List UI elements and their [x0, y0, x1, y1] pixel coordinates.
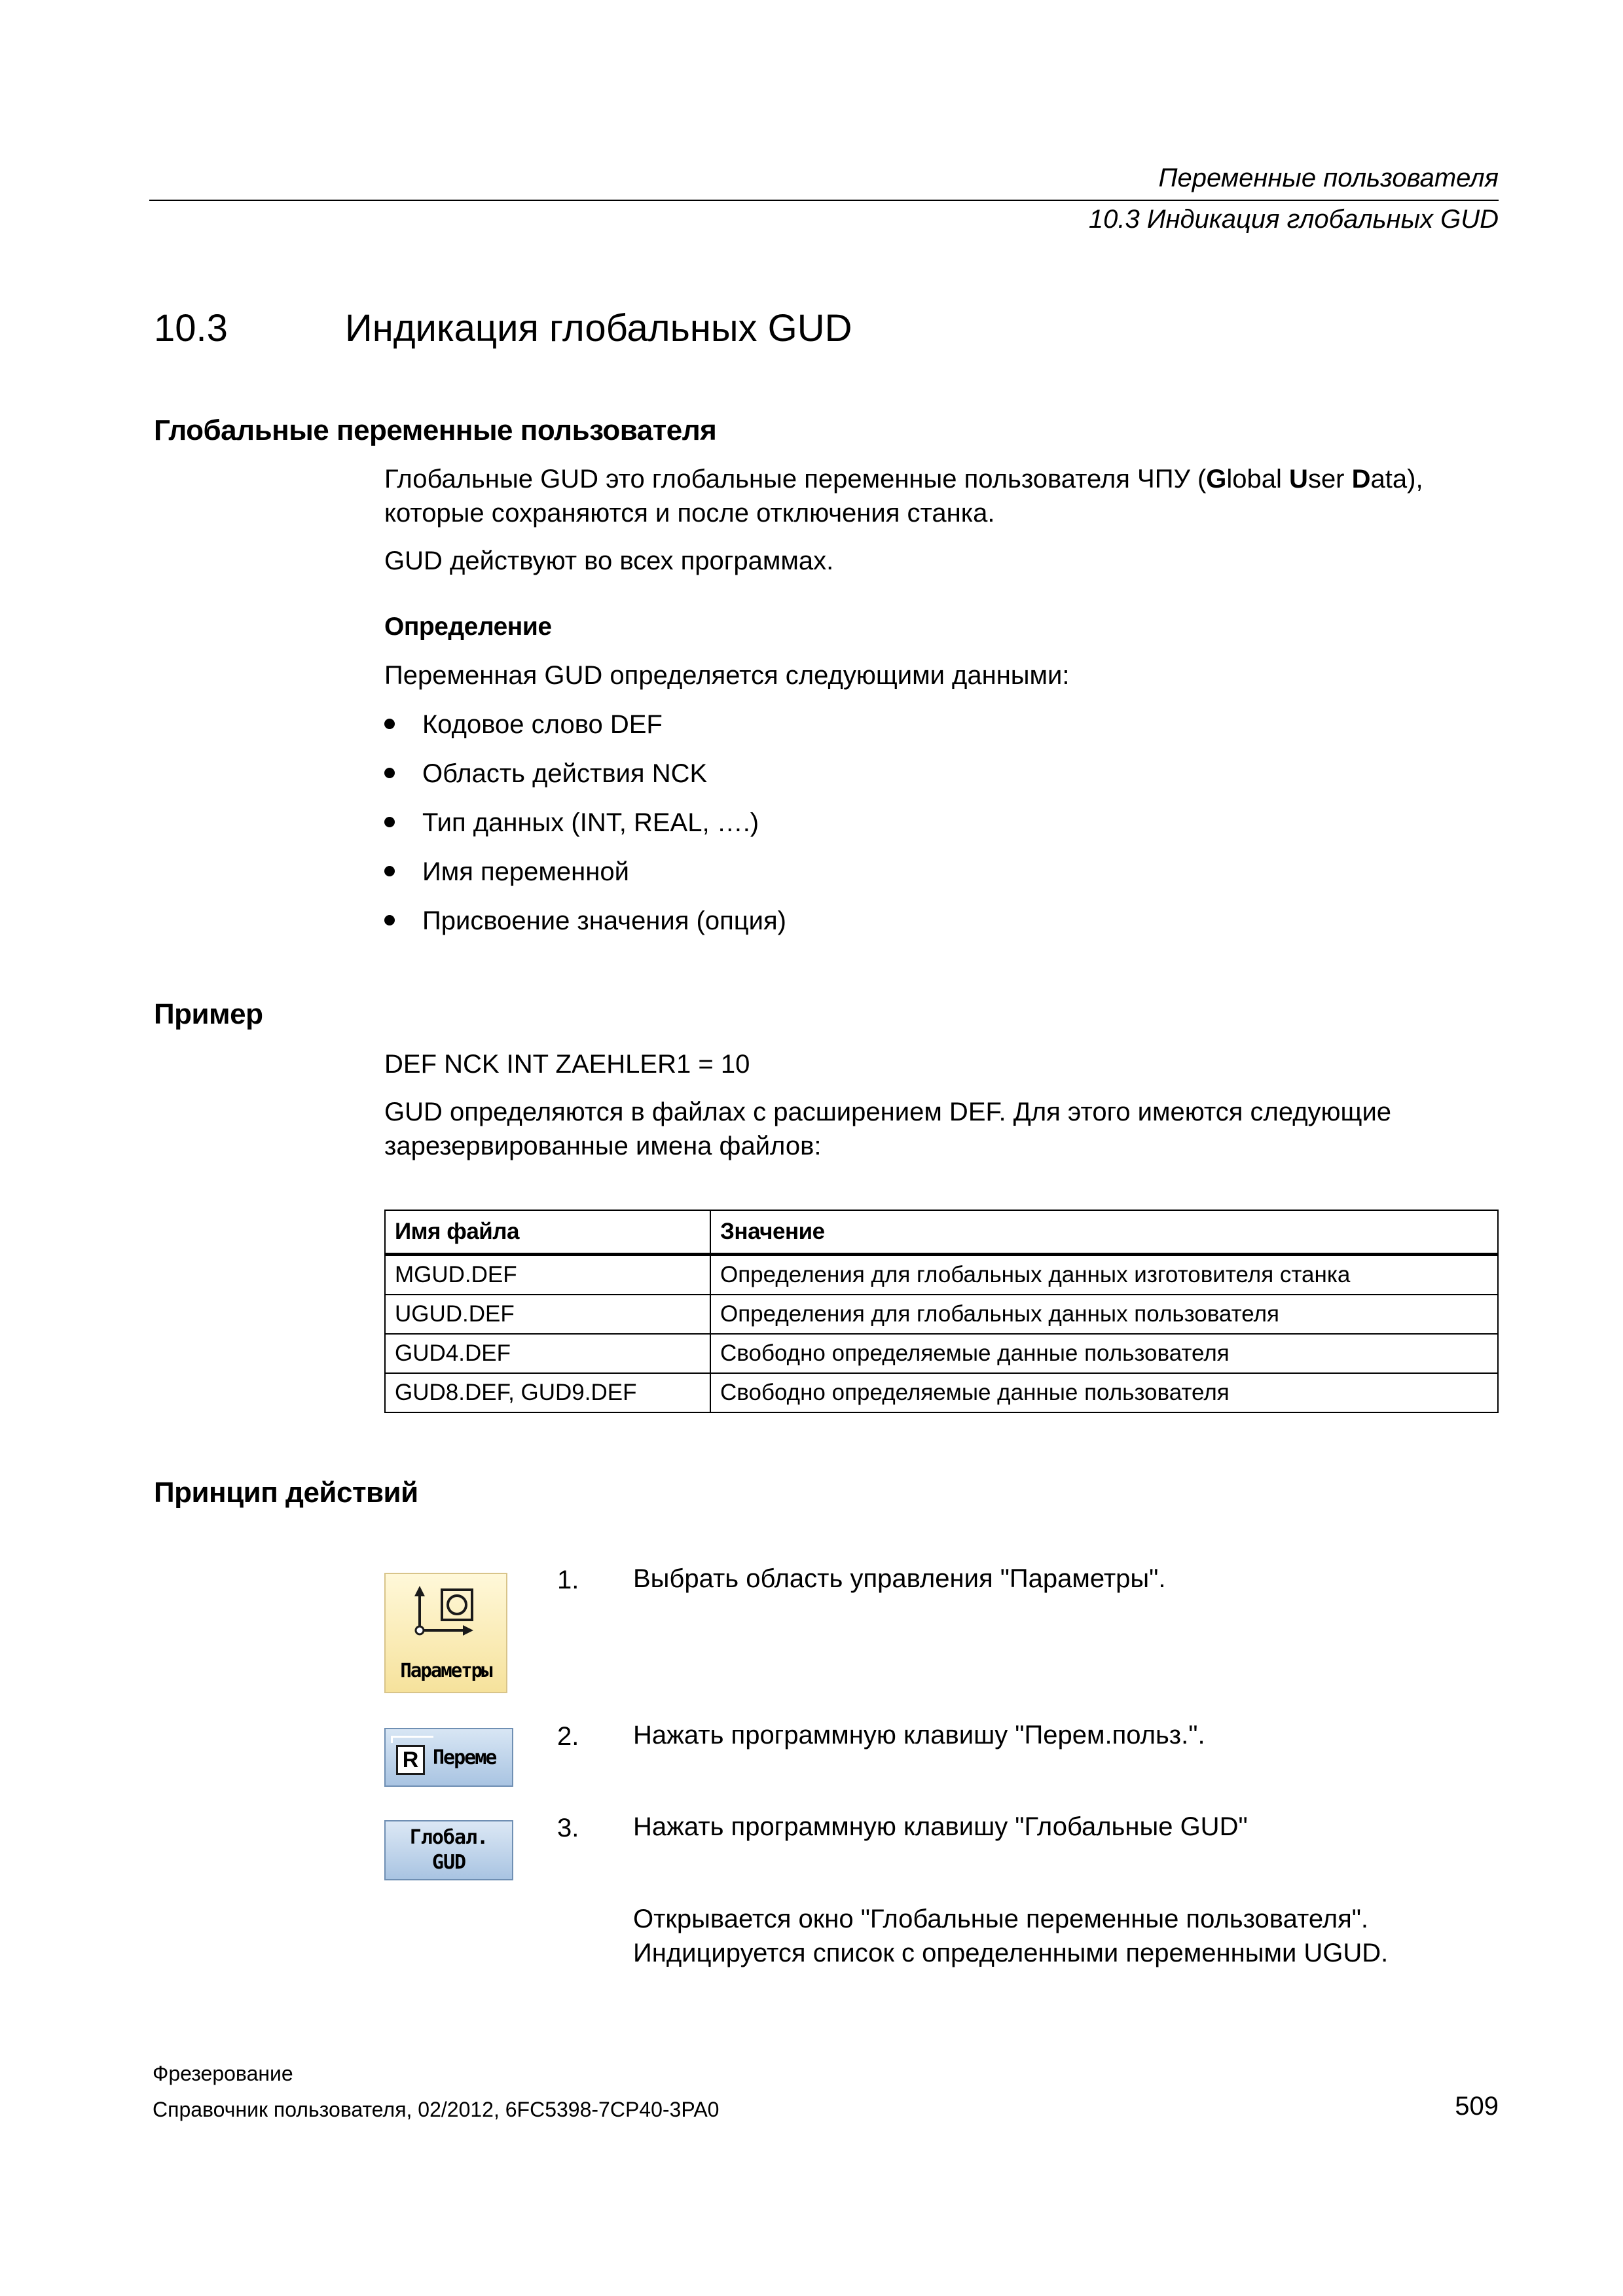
running-header-section: 10.3 Индикация глобальных GUD	[1088, 205, 1499, 234]
column-header-filename: Имя файла	[385, 1210, 710, 1255]
section-number: 10.3	[154, 307, 228, 350]
table-header-row	[385, 1210, 1498, 1255]
running-header-chapter: Переменные пользователя	[1158, 164, 1499, 192]
step-text: Выбрать область управления "Параметры".	[633, 1564, 1166, 1593]
bullet-icon	[384, 866, 395, 876]
definition-intro: Переменная GUD определяется следующими данными:	[384, 661, 1070, 690]
table-row	[385, 1334, 1498, 1373]
table-row	[385, 1373, 1498, 1412]
reserved-files-table	[384, 1210, 1499, 1413]
step-text: Нажать программную клавишу "Перем.польз.".	[633, 1721, 1205, 1749]
paragraph-gud-scope: GUD действуют во всех программах.	[384, 547, 834, 575]
header-rule	[149, 200, 1499, 201]
procedure-result: Открывается окно "Глобальные переменные пользователя". Индицируется список с определенными переменными UGUD.	[633, 1905, 1389, 1967]
parameters-icon	[410, 1583, 484, 1646]
footer-manual-info: Справочник пользователя, 02/2012, 6FC5398-7CP40-3PA0	[153, 2098, 720, 2121]
column-header-meaning: Значение	[710, 1210, 1498, 1255]
step-number: 3.	[557, 1814, 579, 1842]
parameters-softkey-label: Параметры	[400, 1659, 492, 1681]
table-cell: Определения для глобальных данных изготовителя станка	[710, 1255, 1498, 1295]
table-cell: Свободно определяемые данные пользователя	[710, 1373, 1498, 1412]
example-text: GUD определяются в файлах с расширением DEF. Для этого имеются следующие зарезервированные имена файлов:	[384, 1098, 1392, 1160]
table-row	[385, 1295, 1498, 1334]
table-cell: Определения для глобальных данных пользователя	[710, 1295, 1498, 1334]
heading-definition: Определение	[384, 613, 552, 641]
paragraph-gud-description	[384, 462, 1423, 530]
user-variables-softkey-label: Переме	[433, 1746, 496, 1769]
table-cell: GUD4.DEF	[385, 1334, 710, 1373]
window-frame-icon	[391, 1736, 433, 1743]
paragraph-line-2: которые сохраняются и после отключения станка.	[384, 499, 995, 528]
parameters-softkey[interactable]	[384, 1573, 507, 1693]
heading-procedure: Принцип действий	[154, 1477, 418, 1509]
paragraph-line-1: Глобальные GUD это глобальные переменные пользователя ЧПУ (Global User Data),	[384, 465, 1423, 493]
table-cell: Свободно определяемые данные пользователя	[710, 1334, 1498, 1373]
footer-title: Фрезерование	[153, 2062, 293, 2085]
step-number: 1.	[557, 1566, 579, 1594]
r-variable-icon: R	[396, 1745, 425, 1775]
global-gud-softkey-label: Глобал. GUD	[409, 1826, 488, 1874]
global-gud-softkey[interactable]	[384, 1820, 513, 1880]
heading-global-variables: Глобальные переменные пользователя	[154, 414, 717, 446]
section-title: Индикация глобальных GUD	[345, 307, 852, 350]
example-code: DEF NCK INT ZAEHLER1 = 10	[384, 1050, 750, 1079]
bullet-icon	[384, 719, 395, 729]
bullet-icon	[384, 768, 395, 778]
table-cell: UGUD.DEF	[385, 1295, 710, 1334]
table-cell: MGUD.DEF	[385, 1255, 710, 1295]
step-text: Нажать программную клавишу "Глобальные GUD"	[633, 1812, 1248, 1841]
bullet-icon	[384, 817, 395, 827]
page-number: 509	[1455, 2092, 1499, 2121]
step-number: 2.	[557, 1722, 579, 1751]
bullet-icon	[384, 915, 395, 925]
user-variables-softkey[interactable]	[384, 1728, 513, 1787]
heading-example: Пример	[154, 998, 263, 1030]
table-row	[385, 1255, 1498, 1295]
table-cell: GUD8.DEF, GUD9.DEF	[385, 1373, 710, 1412]
